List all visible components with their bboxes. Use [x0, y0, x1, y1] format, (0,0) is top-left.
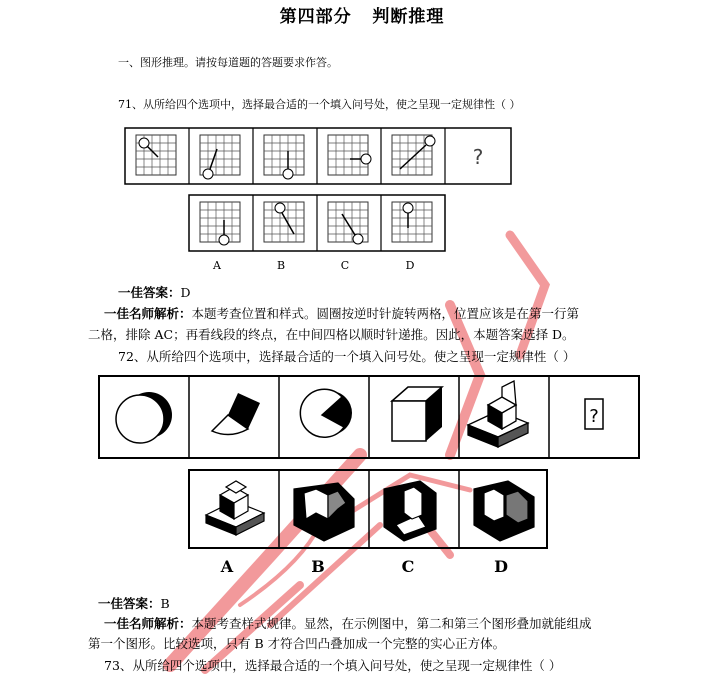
q72-option-c-label: C	[401, 557, 415, 576]
q71-figure-1	[136, 135, 176, 175]
q71-question: 71、从所给四个选项中，选择最合适的一个填入问号处，使之呈现一定规律性（ ）	[118, 98, 521, 111]
q72-question: 72、从所给四个选项中，选择最合适的一个填入问号处。使之呈现一定规律性（ ）	[118, 349, 576, 364]
q71-option-a-label: A	[213, 259, 221, 272]
q71-figure-2	[200, 135, 240, 179]
q72-analysis-line2: 第一个图形。比较选项，只有 B 才符合凹凸叠加成一个完整的实心正方体。	[88, 636, 506, 651]
q72-option-c-figure	[384, 481, 436, 541]
q72-option-a-label: A	[220, 557, 234, 576]
q73-question: 73、从所给四个选项中，选择最合适的一个填入问号处，使之呈现一定规律性（ ）	[104, 658, 562, 673]
q71-question-mark: ?	[472, 145, 484, 169]
q71-figure-5	[392, 135, 435, 175]
q71-figure-3	[264, 135, 304, 179]
q72-option-d-figure	[474, 481, 534, 541]
q71-answer	[118, 283, 191, 301]
q72-answer	[98, 594, 170, 612]
q72-analysis-line1: 一佳名师解析：本题考查样式规律。显然，在示例图中，第二和第三个图形叠加就能组成	[104, 616, 592, 631]
q71-option-b-figure	[264, 202, 304, 242]
q71-answer-label: 一佳答案：	[118, 285, 181, 300]
q72-options-figure	[188, 469, 548, 549]
q71-option-d-label: D	[405, 259, 415, 272]
q72-option-a-figure	[206, 481, 264, 535]
q72-figure-3	[300, 389, 352, 437]
q72-answer-value: B	[160, 596, 170, 611]
q72-figure-2	[212, 393, 260, 435]
q71-options-figure	[188, 194, 446, 252]
q71-option-c-label: C	[340, 259, 350, 272]
q72-answer-label: 一佳答案：	[98, 596, 161, 611]
q71-figure-4	[328, 135, 371, 175]
q71-option-a-figure	[200, 202, 240, 245]
q72-option-b-figure	[294, 483, 354, 541]
q71-option-d-figure	[392, 202, 432, 242]
q72-sequence-figure	[98, 375, 640, 459]
section-instruction: 一、图形推理。请按每道题的答题要求作答。	[118, 56, 338, 69]
q71-analysis-label: 一佳名师解析：	[104, 306, 192, 321]
q72-option-d-label: D	[494, 557, 508, 576]
q71-option-b-label: B	[276, 259, 286, 272]
page-title: 第四部分 判断推理	[279, 7, 445, 27]
q71-option-c-figure	[328, 202, 368, 244]
q71-analysis-line1: 一佳名师解析：本题考查位置和样式。圆圈按逆时针旋转两格，位置应该是在第一行第	[104, 306, 580, 321]
q71-answer-value: D	[180, 285, 191, 300]
q72-figure-4	[392, 387, 442, 441]
q71-analysis-line2: 二格，排除 AC；再看线段的终点，在中间四格以顺时针递推。因此，本题答案选择 D。	[88, 327, 575, 342]
q72-figure-1	[116, 392, 172, 443]
q72-option-b-label: B	[311, 557, 325, 576]
q71-sequence-figure	[124, 127, 512, 185]
q72-analysis-label: 一佳名师解析：	[104, 616, 192, 631]
q72-question-mark: ?	[589, 406, 599, 427]
q72-figure-5	[468, 381, 528, 447]
